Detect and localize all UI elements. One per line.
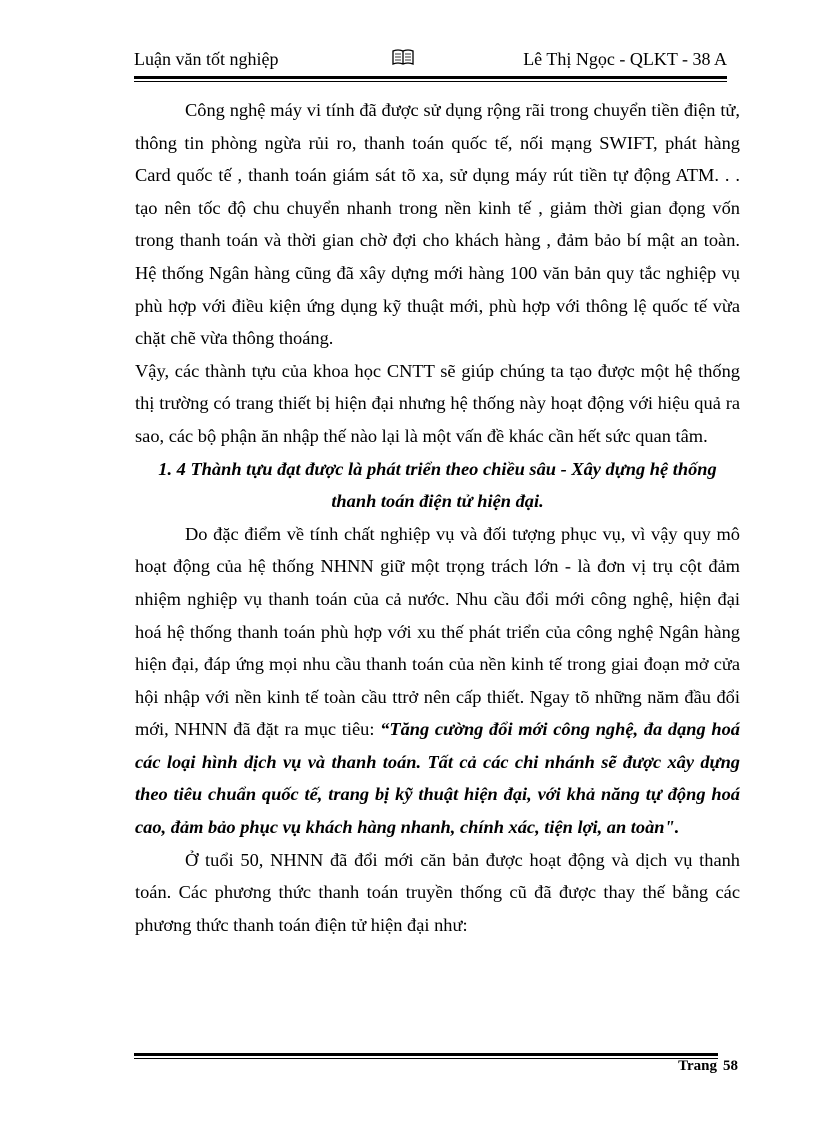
page-label: Trang (678, 1058, 717, 1074)
section-heading: 1. 4 Thành tựu đạt được là phát triển theo chiều sâu - Xây dựng hệ thống thanh toán điện tử hiện đại. (158, 458, 717, 512)
footer-rule-thin (134, 1058, 718, 1059)
footer-rule-thick (134, 1053, 718, 1056)
page-number: 58 (723, 1058, 738, 1074)
paragraph-1: Công nghệ máy vi tính đã được sử dụng rộng rãi trong chuyển tiền điện tử, thông tin phòng ngừa rủi ro, thanh toán quốc tế, nối mạng SWIFT, phát hàng Card quốc tế , thanh toán giám sát tõ xa, sử dụng máy rút tiền tự động ATM. . . tạo nên tốc độ chu chuyển nhanh trong nền kinh tế , giảm thời gian đọng vốn trong thanh toán và thời gian chờ đợi cho khách hàng , đảm bảo bí mật an toàn. Hệ thống Ngân hàng cũng đã xây dựng mới hàng 100 văn bản quy tắc nghiệp vụ phù hợp với điều kiện ứng dụng kỹ thuật mới, phù hợp với thông lệ quốc tế vừa chặt chẽ vừa thông thoáng. (135, 100, 740, 349)
paragraph-2: Vậy, các thành tựu của khoa học CNTT sẽ giúp chúng ta tạo được một hệ thống thị trường có trang thiết bị hiện đại nhưng hệ thống này hoạt động với hiệu quả ra sao, các bộ phận ăn nhập thế nào lại là một vấn đề khác cần hết sức quan tâm. (135, 360, 740, 446)
header-rule-thin (134, 81, 727, 82)
paragraph-3-text: Do đặc điểm về tính chất nghiệp vụ và đối tượng phục vụ, vì vậy quy mô hoạt động của hệ thống NHNN giữ một trọng trách lớn - là đơn vị trụ cột đảm nhiệm nghiệp vụ thanh toán của cả nước. Nhu cầu đổi mới công nghệ, hiện đại hoá hệ thống thanh toán phù hợp với xu thế phát triển của công nghệ Ngân hàng hiện đại, đáp ứng mọi nhu cầu thanh toán của nền kinh tế trong giai đoạn mở cửa hội nhập với nền kinh tế toàn cầu ttrở nên cấp thiết. Ngay tõ những năm đầu đổi mới, NHNN đã đặt ra mục tiêu: (135, 523, 740, 740)
paragraph-3 (135, 518, 740, 844)
page-footer (678, 1058, 738, 1075)
page-body (135, 94, 740, 941)
header-rule-thick (134, 76, 727, 79)
page-header (134, 46, 727, 74)
header-thesis-title: Luận văn tốt nghiệp (134, 49, 279, 69)
open-book-icon (392, 48, 414, 66)
paragraph-4: Ở tuổi 50, NHNN đã đổi mới căn bản được hoạt động và dịch vụ thanh toán. Các phương thức thanh toán truyền thống cũ đã được thay thế bằng các phương thức thanh toán điện tử hiện đại như: (135, 849, 740, 935)
paragraph-3-quote: “Tăng cường đổi mới công nghệ, đa dạng hoá các loại hình dịch vụ và thanh toán. Tất cả các chi nhánh sẽ được xây dựng theo tiêu chuẩn quốc tế, trang bị kỹ thuật hiện đại, với khả năng tự động hoá cao, đảm bảo phục vụ khách hàng nhanh, chính xác, tiện lợi, an toàn". (135, 719, 740, 838)
header-author: Lê Thị Ngọc - QLKT - 38 A (523, 49, 727, 69)
